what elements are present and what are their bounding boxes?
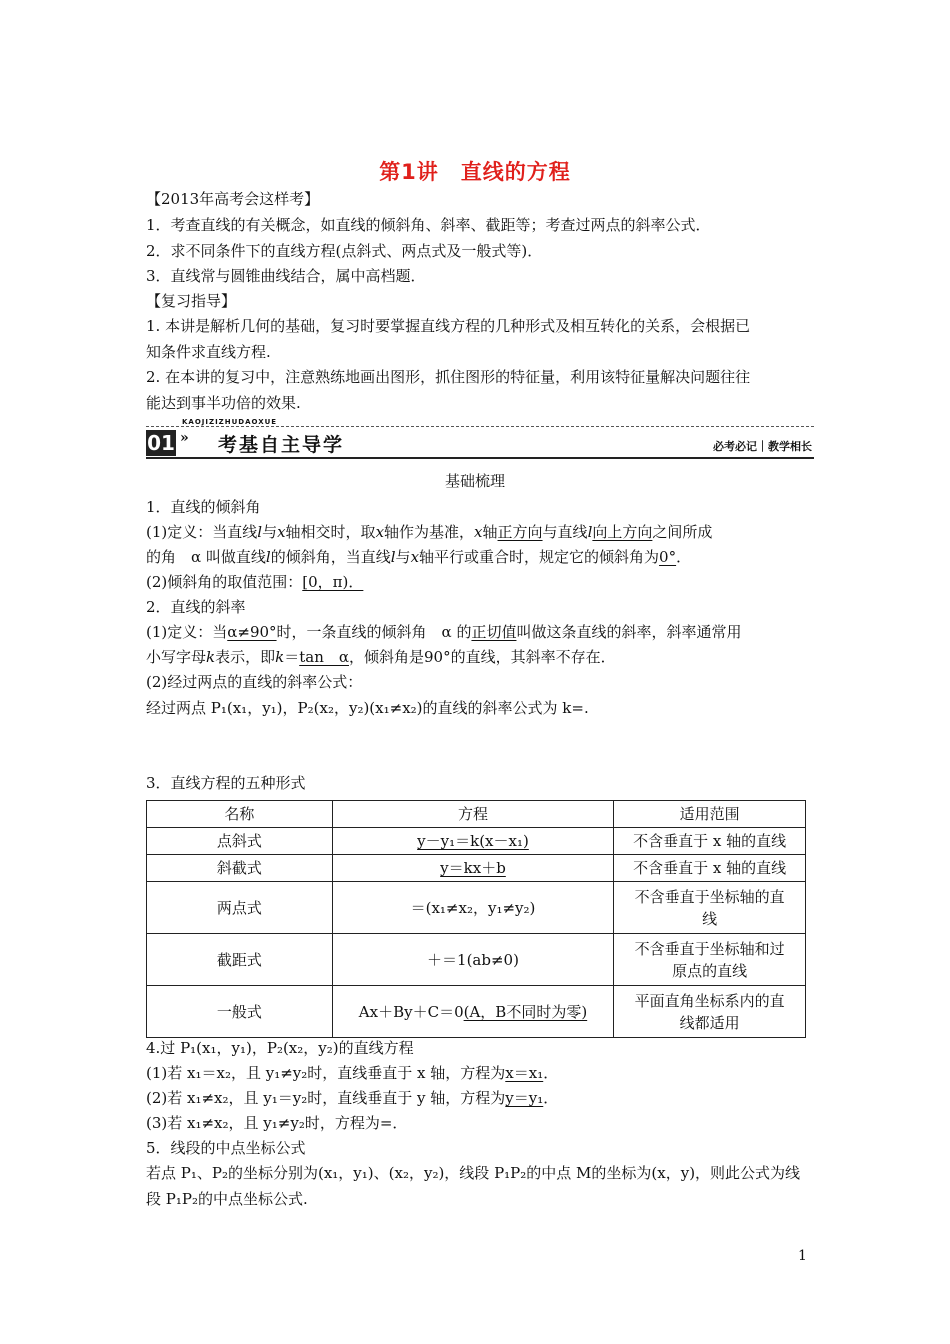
s2-definition: (1)定义：当α≠90°时，一条直线的倾斜角 α 的正切值叫做这条直线的斜率，斜率通常用 xyxy=(146,623,742,641)
s2-definition-cont: 小写字母k表示，即k＝tan α，倾斜角是90°的直线，其斜率不存在． xyxy=(146,648,616,666)
review-text: 能达到事半功倍的效果. xyxy=(146,394,301,412)
table-row xyxy=(147,828,806,855)
s5-text: 段 P₁P₂的中点坐标公式. xyxy=(146,1190,308,1208)
s4-heading: 4.过 P₁(x₁，y₁)，P₂(x₂，y₂)的直线方程 xyxy=(146,1039,414,1057)
exam-item: 2．求不同条件下的直线方程(点斜式、两点式及一般式等)． xyxy=(146,242,543,260)
page-title: 第1讲 直线的方程 xyxy=(379,160,571,184)
section-banner xyxy=(146,418,814,460)
double-chevron-icon: » xyxy=(180,430,189,446)
s1-definition-cont: 的角 α 叫做直线l的倾斜角，当直线l与x轴平行或重合时，规定它的倾斜角为0°． xyxy=(146,548,692,566)
s4-case: (3)若 x₁≠x₂，且 y₁≠y₂时，方程为=． xyxy=(146,1114,408,1132)
table-header: 名称 xyxy=(147,801,333,828)
form-scope: 平面直角坐标系内的直 线都适用 xyxy=(614,986,806,1038)
table-row xyxy=(147,934,806,986)
form-scope: 不含垂直于 x 轴的直线 xyxy=(614,855,806,882)
section-rule xyxy=(146,457,814,459)
form-equation: ＋＝1(ab≠0) xyxy=(332,934,614,986)
s3-heading: 3．直线方程的五种形式 xyxy=(146,774,306,792)
s2-formula-heading: (2)经过两点的直线的斜率公式： xyxy=(146,673,363,691)
form-equation: ＝(x₁≠x₂，y₁≠y₂) xyxy=(332,882,614,934)
table-header-row xyxy=(147,801,806,828)
form-equation: Ax＋By＋C＝0(A，B不同时为零) xyxy=(332,986,614,1038)
s2-heading: 2．直线的斜率 xyxy=(146,598,246,616)
dashed-divider xyxy=(146,426,814,427)
section-pinyin: KAOJIZIZHUDAOXUE xyxy=(182,418,278,426)
s4-case: (1)若 x₁＝x₂，且 y₁≠y₂时，直线垂直于 x 轴，方程为x＝x₁． xyxy=(146,1064,559,1082)
table-header: 适用范围 xyxy=(614,801,806,828)
form-name: 截距式 xyxy=(147,934,333,986)
review-text: 2. 在本讲的复习中，注意熟练地画出图形，抓住图形的特征量，利用该特征量解决问题往往 xyxy=(146,368,751,386)
s5-heading: 5．线段的中点坐标公式 xyxy=(146,1139,306,1157)
s1-range: (2)倾斜角的取值范围：[0，π)． xyxy=(146,573,364,591)
s2-formula: 经过两点 P₁(x₁，y₁)，P₂(x₂，y₂)(x₁≠x₂)的直线的斜率公式为 k=. xyxy=(146,699,589,717)
section-tagline: 必考必记｜教学相长 xyxy=(713,440,812,453)
review-text: 知条件求直线方程. xyxy=(146,343,271,361)
s1-heading: 1．直线的倾斜角 xyxy=(146,498,261,516)
s1-definition: (1)定义：当直线l与x轴相交时，取x轴作为基准，x轴正方向与直线l向上方向之间所成 xyxy=(146,523,713,541)
page-number: 1 xyxy=(798,1248,807,1264)
form-scope: 不含垂直于 x 轴的直线 xyxy=(614,828,806,855)
table-header: 方程 xyxy=(332,801,614,828)
form-equation: y－y₁＝k(x－x₁) xyxy=(332,828,614,855)
line-equation-table xyxy=(146,800,806,1038)
basics-title: 基础梳理 xyxy=(444,472,505,490)
table-row xyxy=(147,882,806,934)
form-name: 点斜式 xyxy=(147,828,333,855)
section-title: 考基自主导学 xyxy=(218,434,345,456)
s5-text: 若点 P₁、P₂的坐标分别为(x₁，y₁)、(x₂，y₂)，线段 P₁P₂的中点 M的坐标为(x，y)，则此公式为线 xyxy=(146,1164,801,1182)
form-scope: 不含垂直于坐标轴和过 原点的直线 xyxy=(614,934,806,986)
form-equation: y＝kx＋b xyxy=(332,855,614,882)
s4-case: (2)若 x₁≠x₂，且 y₁＝y₂时，直线垂直于 y 轴，方程为y＝y₁． xyxy=(146,1089,559,1107)
exam-heading: 【2013年高考会这样考】 xyxy=(146,190,320,208)
form-name: 两点式 xyxy=(147,882,333,934)
form-scope: 不含垂直于坐标轴的直 线 xyxy=(614,882,806,934)
review-heading: 【复习指导】 xyxy=(146,292,237,310)
table-row xyxy=(147,855,806,882)
exam-item: 3．直线常与圆锥曲线结合，属中高档题． xyxy=(146,267,426,285)
form-name: 一般式 xyxy=(147,986,333,1038)
section-number: 01 xyxy=(147,431,175,455)
table-row xyxy=(147,986,806,1038)
form-name: 斜截式 xyxy=(147,855,333,882)
exam-item: 1．考查直线的有关概念，如直线的倾斜角、斜率、截距等；考查过两点的斜率公式． xyxy=(146,216,711,234)
review-text: 1. 本讲是解析几何的基础，复习时要掌握直线方程的几种形式及相互转化的关系，会根据已 xyxy=(146,317,751,335)
